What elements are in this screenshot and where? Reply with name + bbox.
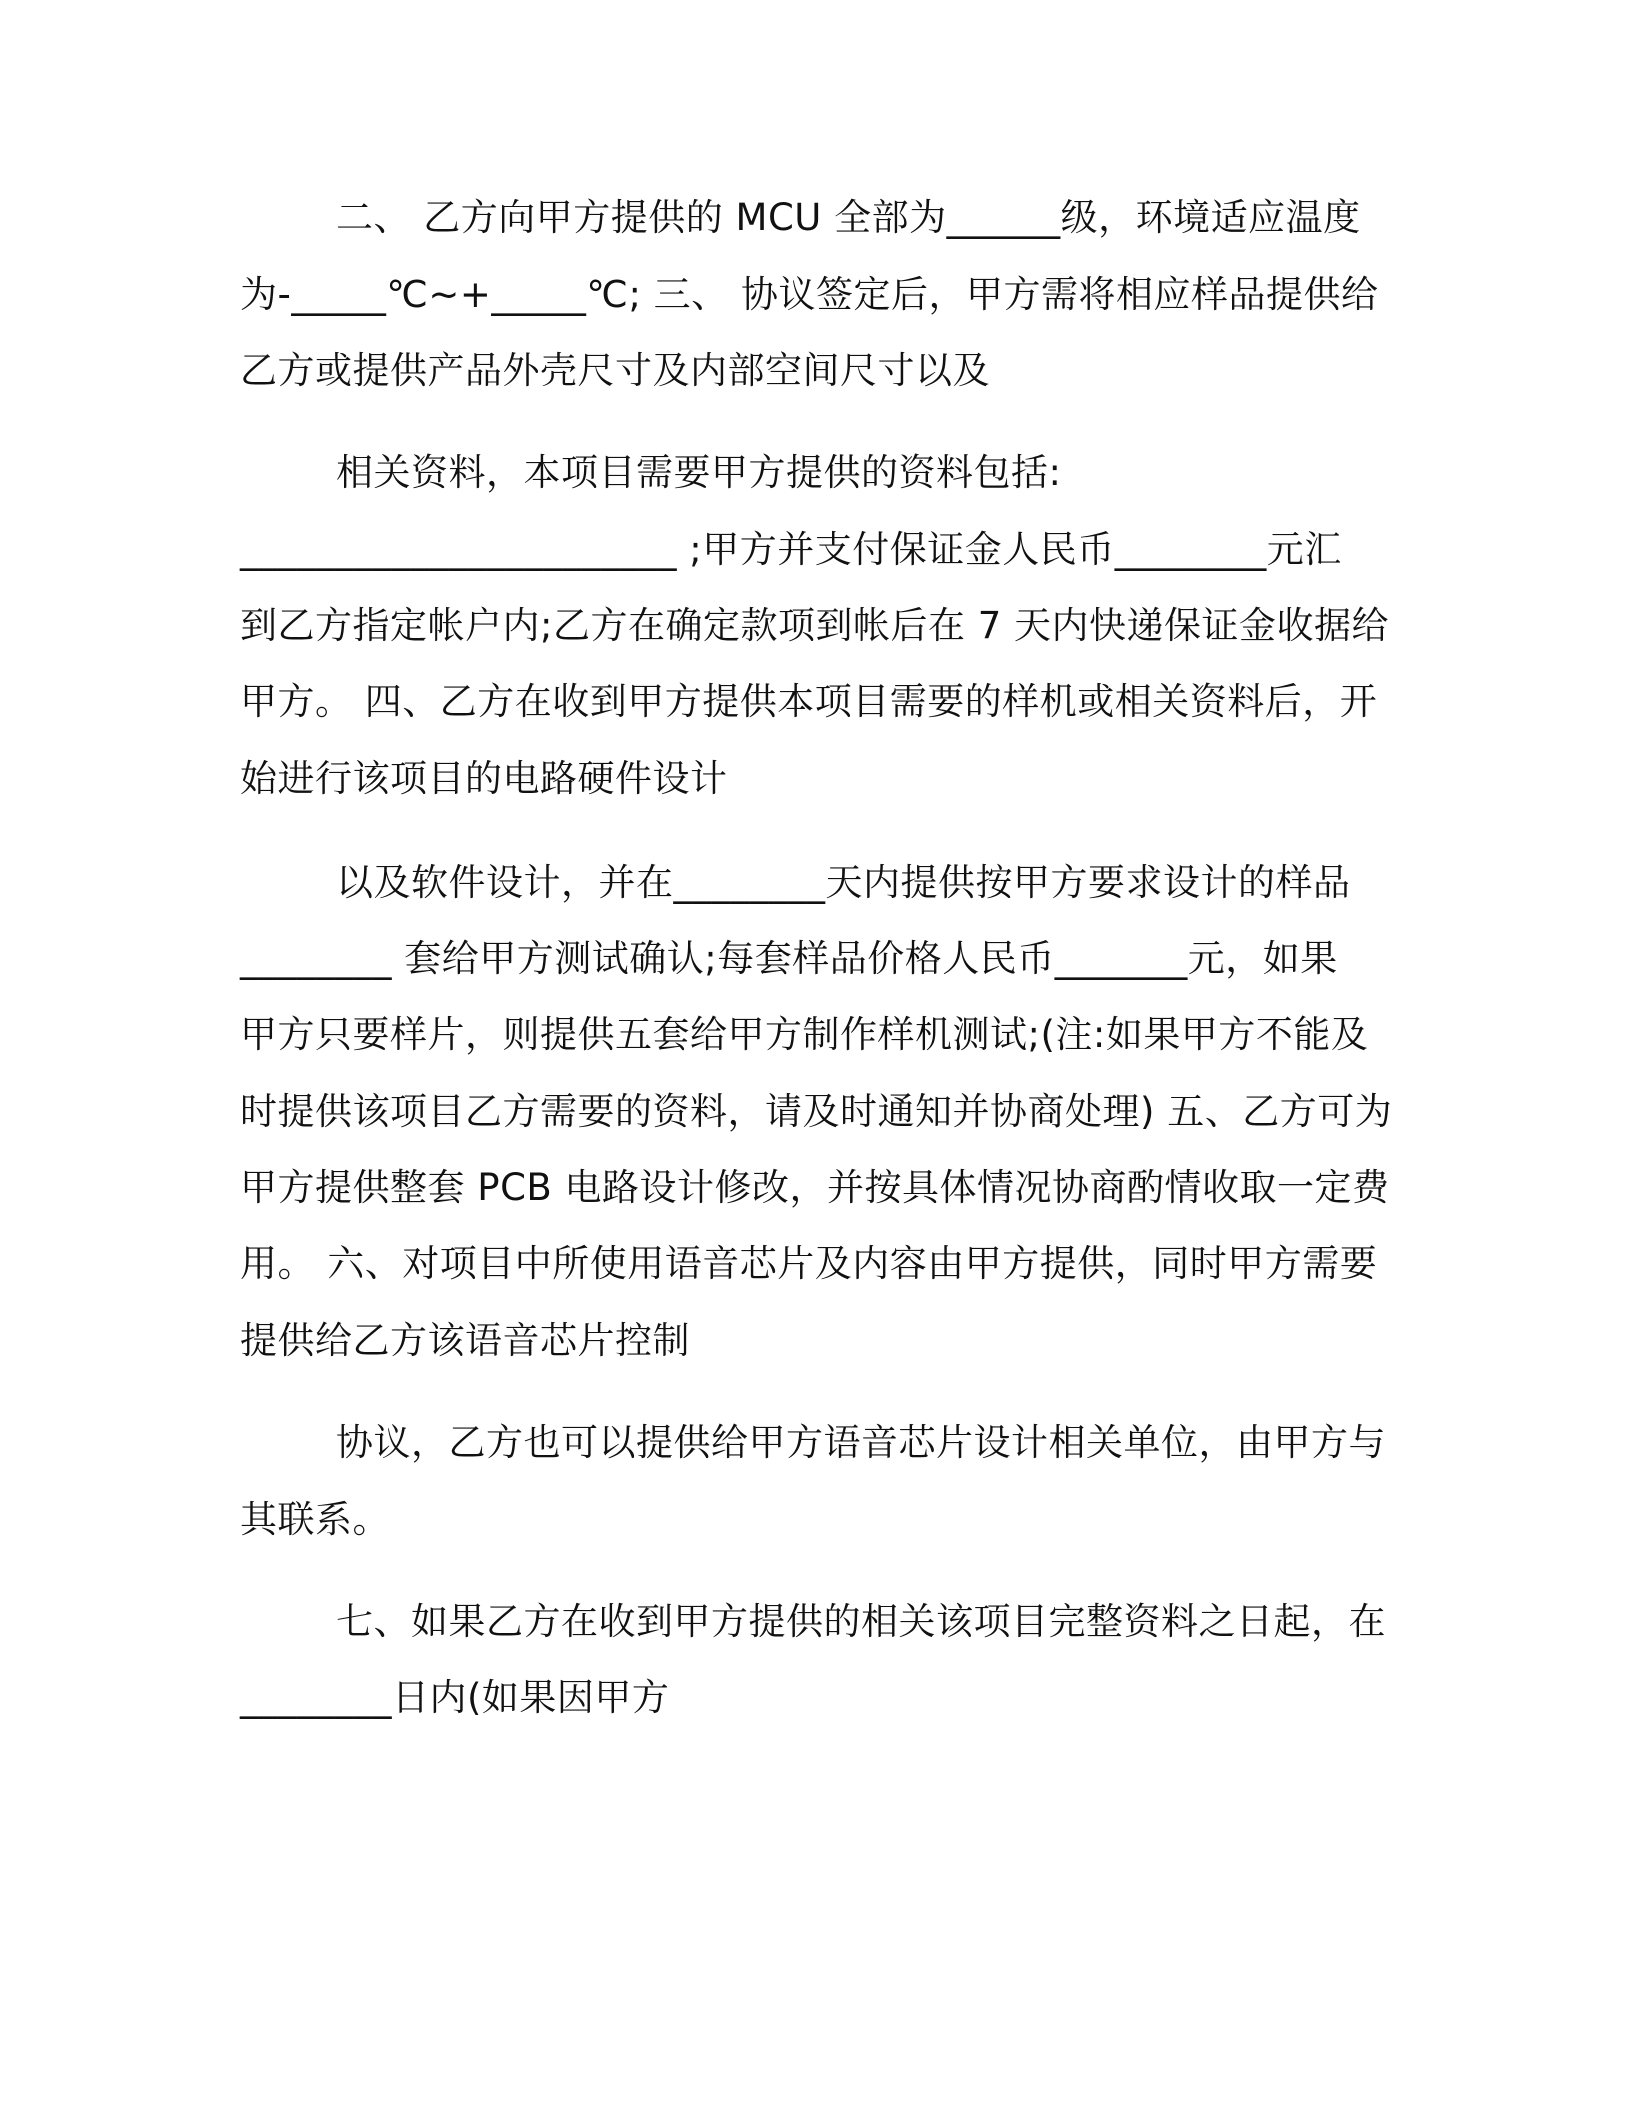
text-line: ________日内(如果因甲方 <box>240 1676 670 1719</box>
text-line: 乙方或提供产品外壳尺寸及内部空间尺寸以及 <box>240 349 990 392</box>
text-line: 其联系。 <box>240 1498 390 1541</box>
text-line: 甲方。 四、乙方在收到甲方提供本项目需要的样机或相关资料后，开 <box>240 680 1378 723</box>
text-line: 用。 六、对项目中所使用语音芯片及内容由甲方提供，同时甲方需要 <box>240 1242 1378 1285</box>
text-line: 七、如果乙方在收到甲方提供的相关该项目完整资料之日起，在 <box>336 1600 1386 1643</box>
text-line: 甲方提供整套 PCB 电路设计修改，并按具体情况协商酌情收取一定费 <box>240 1166 1390 1209</box>
text-line: 时提供该项目乙方需要的资料，请及时通知并协商处理) 五、乙方可为 <box>240 1090 1393 1133</box>
text-line: 以及软件设计，并在________天内提供按甲方要求设计的样品 <box>336 861 1351 904</box>
text-line: 为-_____℃~+_____℃; 三、 协议签定后，甲方需将相应样品提供给 <box>240 273 1379 316</box>
text-line: 二、 乙方向甲方提供的 MCU 全部为______级，环境适应温度 <box>336 196 1361 239</box>
text-line: 协议，乙方也可以提供给甲方语音芯片设计相关单位，由甲方与 <box>336 1421 1386 1464</box>
text-line: 到乙方指定帐户内;乙方在确定款项到帐后在 7 天内快递保证金收据给 <box>240 604 1390 647</box>
text-line: 相关资料，本项目需要甲方提供的资料包括: <box>336 451 1062 494</box>
text-line: ________ 套给甲方测试确认;每套样品价格人民币_______元，如果 <box>240 937 1338 980</box>
text-line: 甲方只要样片，则提供五套给甲方制作样机测试;(注:如果甲方不能及 <box>240 1013 1369 1056</box>
text-line: 始进行该项目的电路硬件设计 <box>240 757 728 800</box>
text-line: 提供给乙方该语音芯片控制 <box>240 1319 690 1362</box>
text-line: _______________________ ;甲方并支付保证金人民币________元汇 <box>240 528 1342 571</box>
